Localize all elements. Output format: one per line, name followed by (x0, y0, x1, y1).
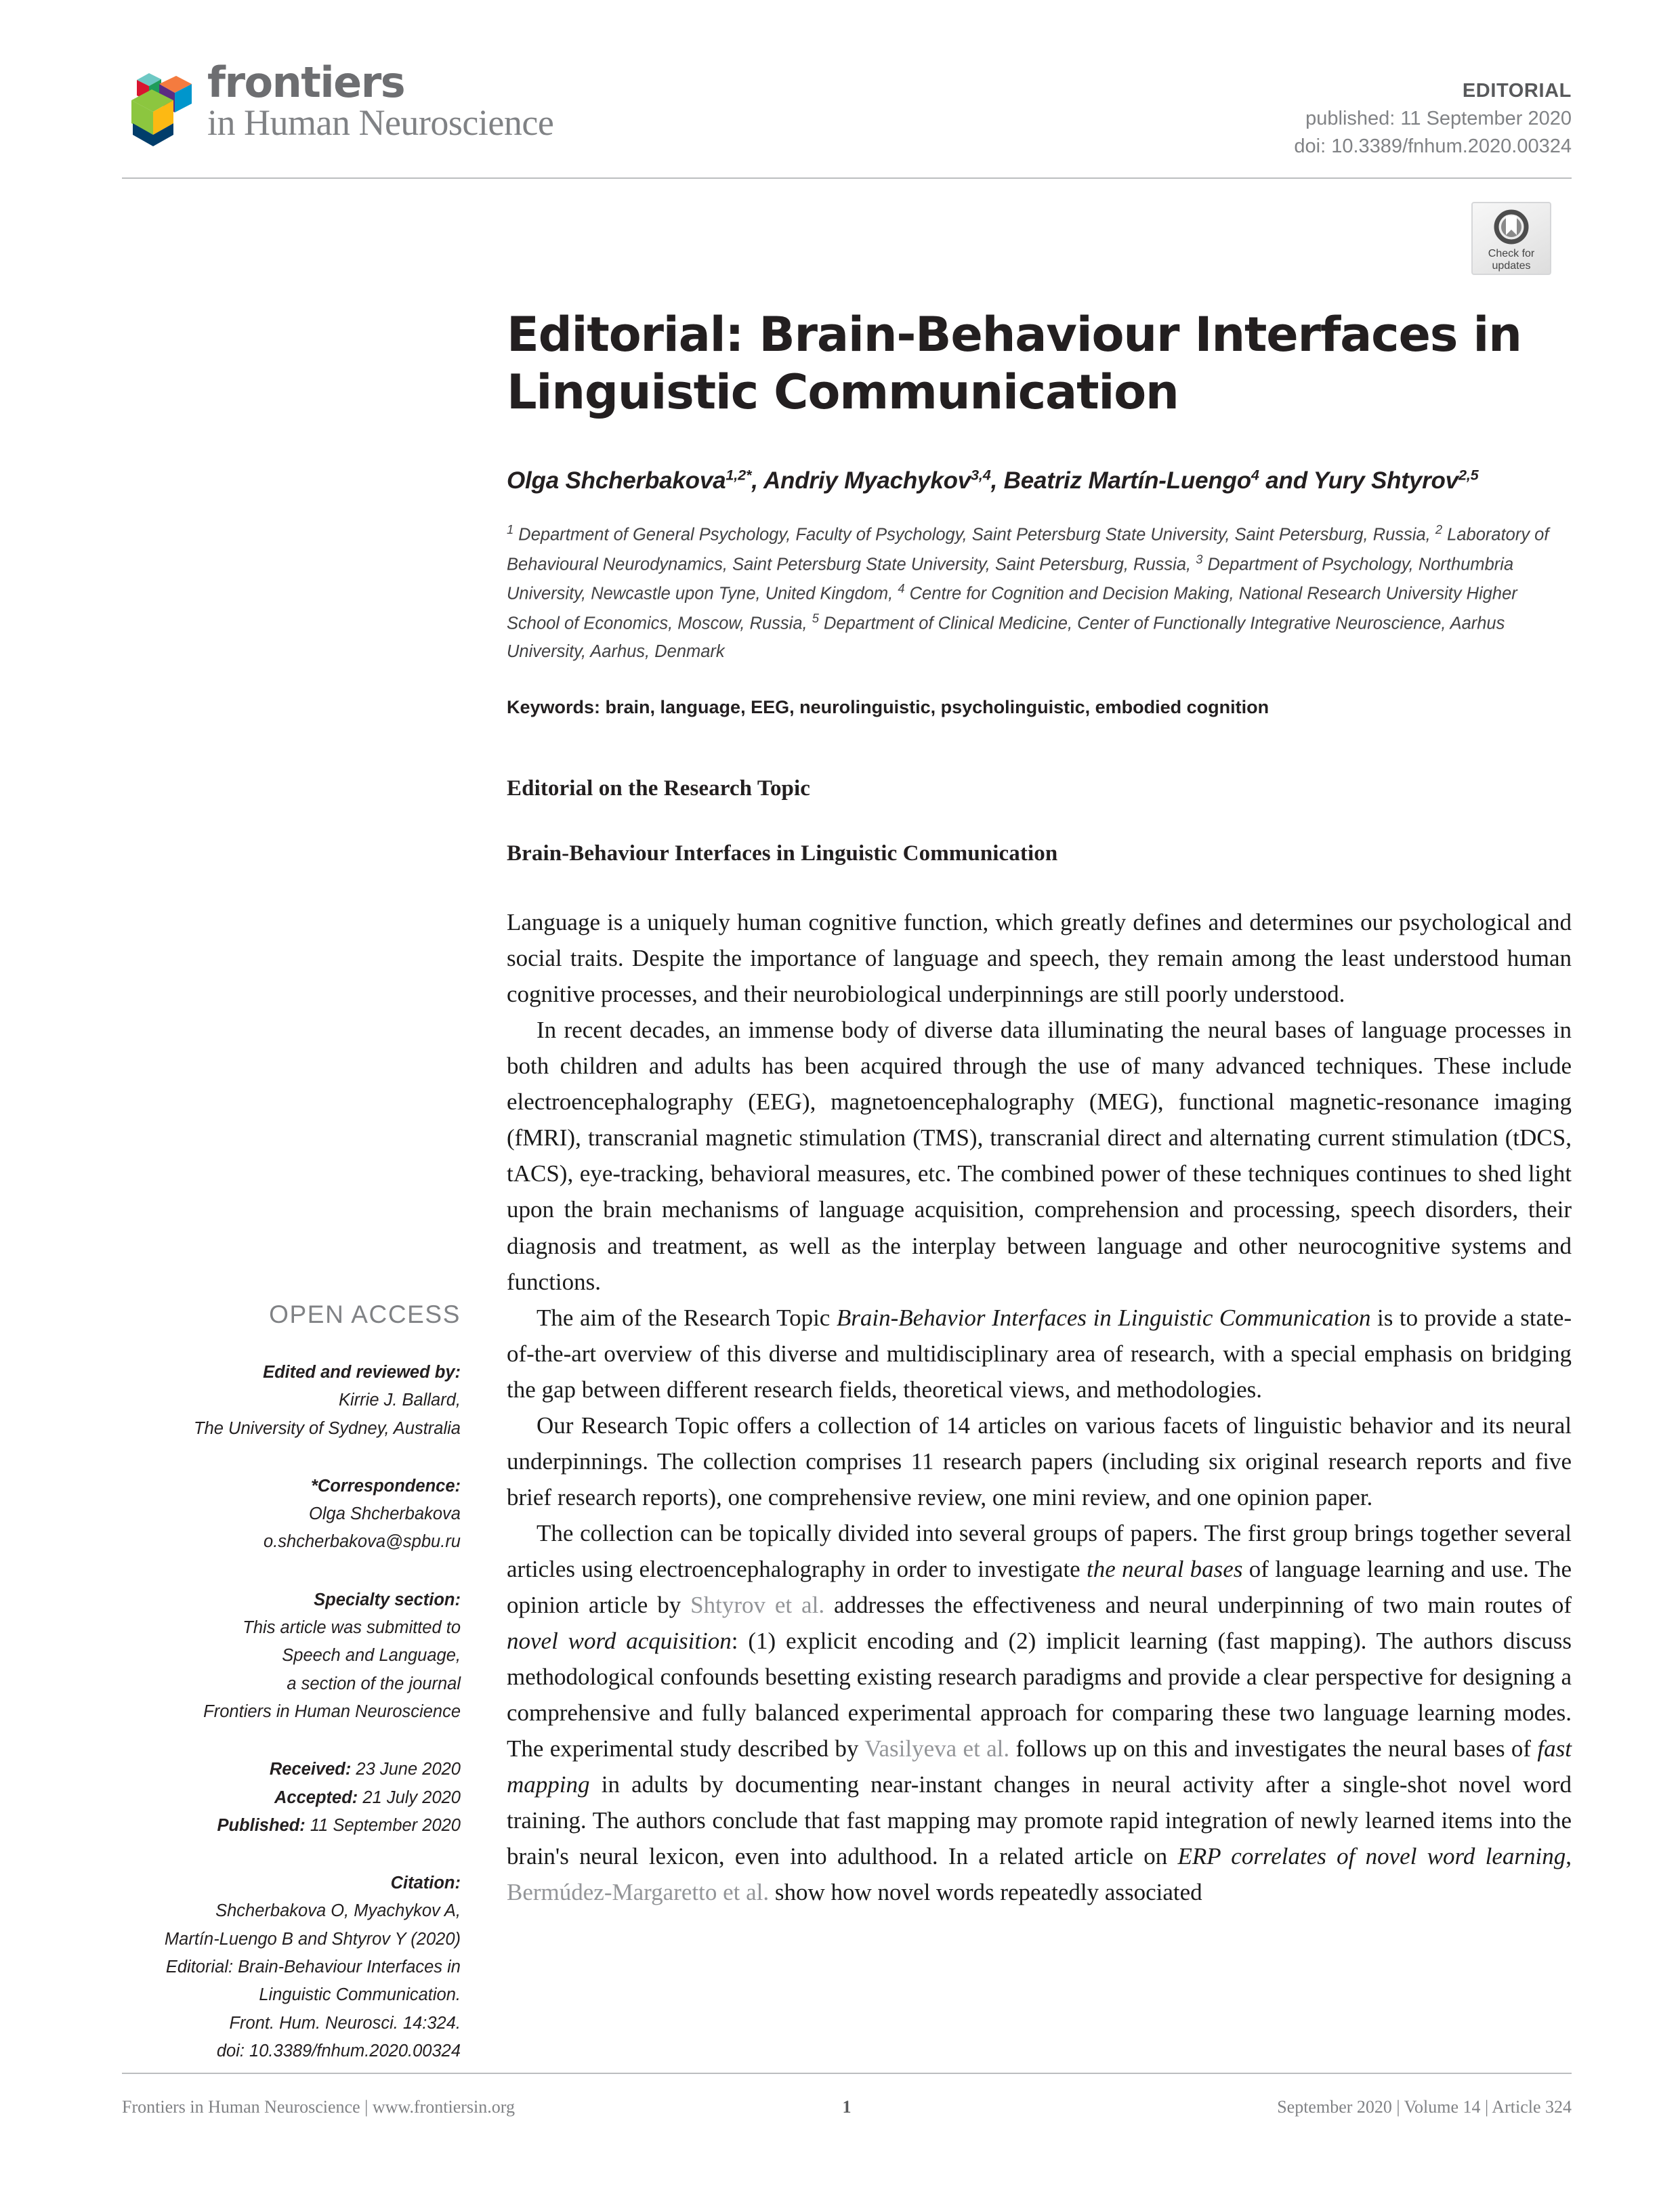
crossmark-label (1488, 248, 1534, 272)
citation-link-vasilyeva[interactable]: Vasilyeva et al. (864, 1735, 1010, 1762)
published-value: 11 September 2020 (305, 1815, 461, 1835)
citation-line-4: Linguistic Communication. (259, 1985, 461, 2005)
correspondence-group (108, 1473, 461, 1557)
page-title: Editorial: Brain-Behaviour Interfaces in Linguistic Communication (507, 307, 1521, 420)
specialty-line-1: This article was submitted to (243, 1618, 461, 1638)
accepted-date (108, 1784, 461, 1812)
article-type-label: EDITORIAL (1462, 80, 1572, 102)
specialty-line-3: a section of the journal (287, 1674, 461, 1693)
publication-info (1294, 77, 1572, 161)
citation-doi[interactable]: doi: 10.3389/fnhum.2020.00324 (216, 2041, 461, 2060)
citation-link-bermudez[interactable]: Bermúdez-Margaretto et al. (507, 1878, 770, 1905)
keywords-line: Keywords: brain, language, EEG, neurolinguistic, psycholinguistic, embodied cognition (507, 697, 1269, 718)
body-paragraph-4: Our Research Topic offers a collection of 14 articles on various facets of linguistic behavior and its neural underpinnings. The collection comprises 11 research papers (including six original research reports and five brief research reports), one comprehensive review, one mini review, and one opinion paper. (507, 1412, 1572, 1510)
crossmark-icon (1492, 208, 1530, 246)
body-paragraph-2: In recent decades, an immense body of diverse data illuminating the neural bases of language processes in both children and adults has been acquired through the use of many advanced techniques. These include electroencephalography (EEG), magnetoencephalography (MEG), functional magnetic-resonance imaging (fMRI), transcranial magnetic stimulation (TMS), transcranial direct and alternating current stimulation (tDCS, tACS), eye-tracking, behavioral measures, etc. The combined power of these techniques continues to shed light upon the brain mechanisms of language acquisition, comprehension and processing, speech disorders, their diagnosis and treatment, as well as the interplay between language and other neurocognitive systems and functions. (507, 1017, 1572, 1295)
article-main-column (507, 306, 1572, 1910)
published-date (108, 1812, 461, 1840)
affiliations-list: $^1$ Department of General Psychology, Faculty of Psychology, Saint Petersburg State University, Saint Petersburg, Russia, $^2$ Laboratory of Behavioural Neurodynamics, Saint Petersburg State University, Saint Petersburg, Russia, $^3$ Department of Psychology, Northumbria University, Newcastle upon Tyne, United Kingdom, $^4$ Centre for Cognition and Decision Making, National Research University Higher School of Economics, Moscow, Russia, $^5$ Department of Clinical Medicine, Center of Functionally Integrative Neuroscience, Aarhus University, Aarhus, Denmark (507, 522, 1549, 662)
frontiers-logo[interactable] (122, 58, 554, 146)
logo-journal-name: in Human Neuroscience (207, 102, 554, 143)
edited-by-group (108, 1359, 461, 1443)
citation-line-2: Martín-Luengo B and Shtyrov Y (2020) (164, 1929, 461, 1949)
page-header (122, 58, 1572, 177)
citation-group (108, 1869, 461, 2065)
received-label: Received: (269, 1760, 352, 1779)
edited-by-label: Edited and reviewed by: (263, 1363, 461, 1382)
correspondence-label: *Correspondence: (310, 1476, 461, 1496)
section-heading-research-topic[interactable]: Brain-Behaviour Interfaces in Linguistic Communication (507, 841, 1058, 866)
specialty-section-group (108, 1586, 461, 1726)
editor-affiliation: The University of Sydney, Australia (194, 1418, 461, 1438)
citation-line-5: Front. Hum. Neurosci. 14:324. (229, 2013, 461, 2033)
footer-journal-url[interactable]: Frontiers in Human Neuroscience | www.frontiersin.org (122, 2097, 515, 2117)
body-paragraph-3: The aim of the Research Topic Brain-Behavior Interfaces in Linguistic Communication is to provide a state-of-the-art overview of this diverse and multidisciplinary area of research, with a special emphasis on bridging the gap between different research fields, theoretical views, and methodologies. (507, 1304, 1572, 1403)
footer-page-number: 1 (842, 2097, 852, 2117)
crossmark-line1: Check for (1488, 248, 1535, 259)
citation-label: Citation: (390, 1874, 461, 1893)
section-heading-editorial-on: Editorial on the Research Topic (507, 776, 811, 801)
published-date-line: published: 11 September 2020 (1305, 108, 1572, 130)
dates-group (108, 1756, 461, 1840)
logo-frontiers-text: frontiers (207, 58, 405, 107)
header-divider (122, 177, 1572, 179)
footer-volume-article: September 2020 | Volume 14 | Article 324 (1277, 2097, 1572, 2117)
check-for-updates-button[interactable] (1471, 202, 1551, 275)
body-paragraph-1: Language is a uniquely human cognitive function, which greatly defines and determines our psychological and social traits. Despite the importance of language and speech, they remain among the least understood human cognitive processes, and their neurobiological underpinnings are still poorly understood. (507, 909, 1572, 1008)
correspondence-email[interactable]: o.shcherbakova@spbu.ru (264, 1532, 461, 1552)
doi-line[interactable]: doi: 10.3389/fnhum.2020.00324 (1294, 135, 1572, 158)
logo-wordmark (207, 58, 554, 143)
article-metadata-sidebar (108, 1300, 461, 2065)
specialty-section-label: Specialty section: (314, 1590, 461, 1609)
frontiers-cubes-logo-icon (122, 66, 198, 146)
crossmark-line2: updates (1492, 259, 1531, 272)
specialty-line-2: Speech and Language, (282, 1646, 461, 1666)
citation-line-1: Shcherbakova O, Myachykov A, (215, 1901, 461, 1921)
specialty-line-4: Frontiers in Human Neuroscience (203, 1701, 461, 1721)
citation-link-shtyrov[interactable]: Shtyrov et al. (690, 1591, 825, 1618)
published-label: Published: (217, 1815, 306, 1835)
open-access-badge: OPEN ACCESS (269, 1300, 461, 1328)
citation-line-3: Editorial: Brain-Behaviour Interfaces in (165, 1958, 461, 1977)
correspondence-name: Olga Shcherbakova (309, 1504, 461, 1524)
accepted-value: 21 July 2020 (358, 1788, 461, 1807)
body-paragraph-5: The collection can be topically divided into several groups of papers. The first group brings together several articles using electroencephalography in order to investigate the neural bases of language learning and use. The opinion article by Shtyrov et al. addresses the effectiveness and neural underpinning of two main routes of novel word acquisition: (1) explicit encoding and (2) implicit learning (fast mapping). The authors discuss methodological confounds besetting existing research paradigms and provide a clear perspective for designing a comprehensive and fully balanced experimental approach for comparing these two language learning modes. The experimental study described by Vasilyeva et al. follows up on this and investigates the neural bases of fast mapping in adults by documenting near-instant changes in neural activity after a single-shot novel word training. The authors conclude that fast mapping may promote rapid integration of newly learned items into the brain's neural lexicon, even into adulthood. In a related article on ERP correlates of novel word learning, Bermúdez-Margaretto et al. show how novel words repeatedly associated (507, 1519, 1572, 1905)
received-value: 23 June 2020 (351, 1760, 461, 1779)
editor-name: Kirrie J. Ballard, (339, 1391, 461, 1410)
received-date (108, 1756, 461, 1783)
accepted-label: Accepted: (274, 1788, 358, 1807)
author-list: Olga Shcherbakova$^{1,2*}$, Andriy Myachykov$^{3,4}$, Beatriz Martín-Luengo$^4$ and Yury Shtyrov$^{2,5}$ (507, 466, 1479, 494)
footer-divider (122, 2073, 1572, 2074)
